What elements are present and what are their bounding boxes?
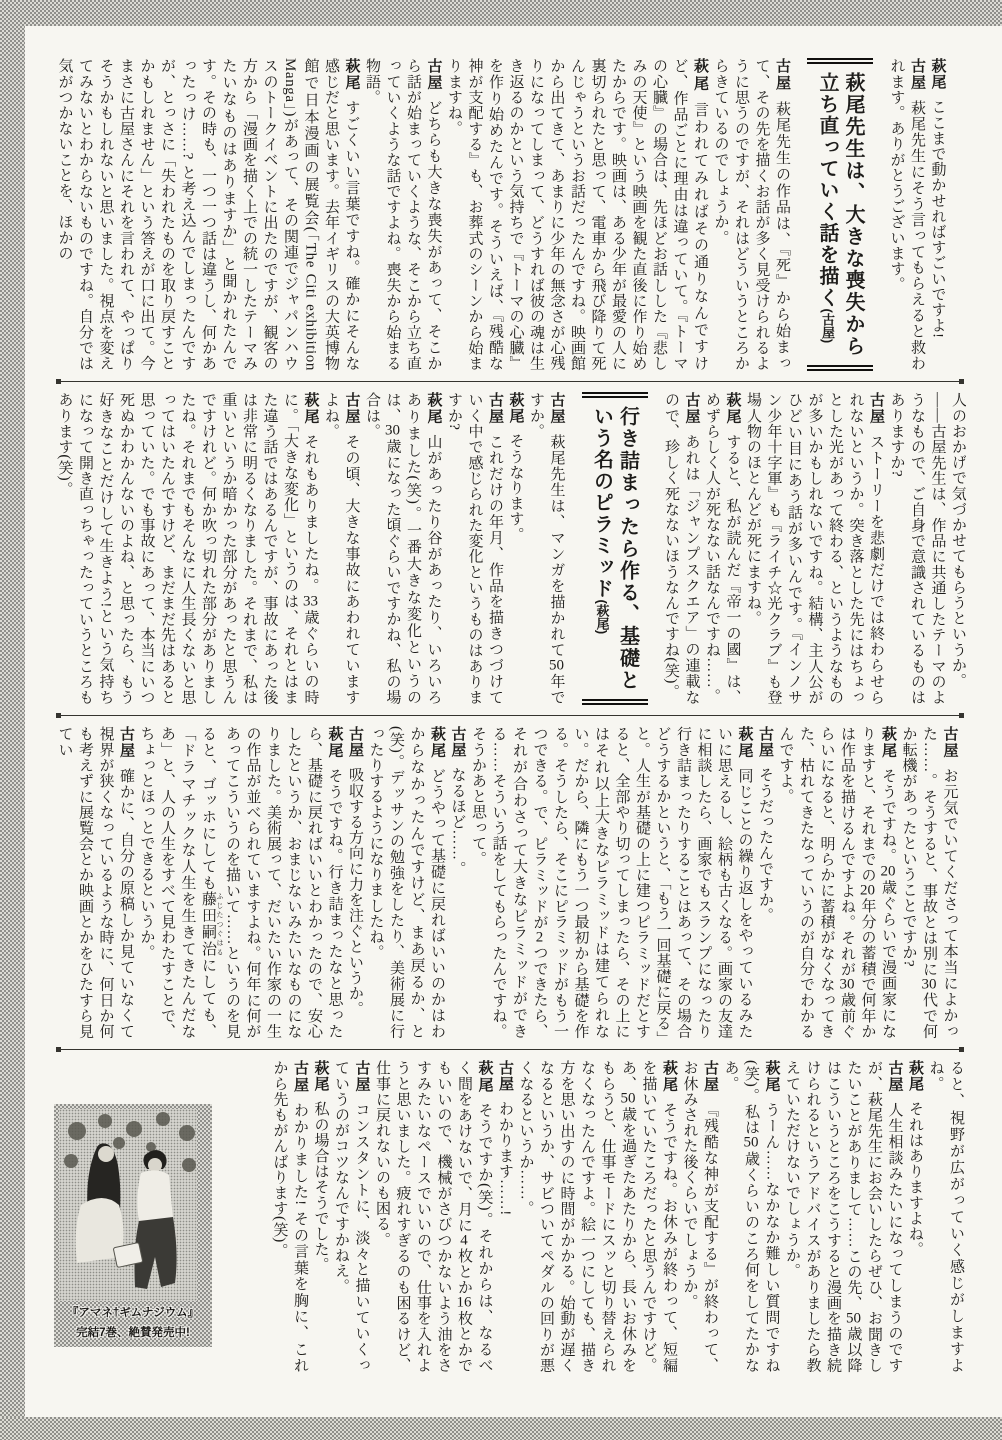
speaker-label: 萩尾 xyxy=(429,726,446,759)
dialogue-paragraph: 古屋吸収する方向に力を注ぐというか。 xyxy=(347,726,364,1017)
speaker-label: 古屋 xyxy=(757,726,774,758)
speaker-label: 古屋 xyxy=(449,726,467,758)
dialogue-paragraph: 古屋人生相談みたいになってしまうのですが、萩尾先生にお会いしたらぜひ、お聞きしたいことがありまして……この先、50歳以降はこういうところをこうすると漫画を描き続けられるというアドバイスがありましたら教えていただけないでしょうか。 xyxy=(784,1060,904,1373)
tatechuyoko-number: 30 xyxy=(921,976,937,992)
book-cover-image xyxy=(59,1109,197,1301)
interview-heading-title: 行き詰まったら作る、基礎という名のピラミッド xyxy=(590,406,639,691)
speaker-label: 古屋 xyxy=(118,726,135,759)
speaker-label: 古屋 xyxy=(941,726,959,759)
speaker-label: 古屋 xyxy=(909,58,926,91)
tatechuyoko-number: 4 xyxy=(460,1232,468,1248)
ruby-annotated-name: 藤田嗣治 ふじたつぐはる xyxy=(200,891,224,958)
speaker-label: 古屋 xyxy=(774,58,791,92)
dialogue-paragraph: 萩尾そうなります。 xyxy=(507,392,525,543)
speaker-label: 古屋 xyxy=(886,1060,904,1093)
book-ad-caption-title: 『アマネ†ギムナジウム』 xyxy=(66,1307,200,1319)
speaker-label: 古屋 xyxy=(347,726,364,758)
speaker-label: 萩尾 xyxy=(476,1060,494,1094)
dialogue-paragraph: 萩尾そうですね。行き詰まったなと思ったら、基礎に戻ればいいとわかったので、安心したというか、おまじないみたいなものになりました。美術展って、だいたい作家の一生の作品が並べられていますよね。何年に何があってこういうのを描いて……というのを見ると、ゴッホにしても藤田嗣治 ふじたつぐはるにしても、「ドラマチックな人生を生きてきたんだなあ」と、人の人生をすべて見わたすことで、ちょっとほっとできるというか。 xyxy=(138,726,344,1039)
speaker-label: 古屋 xyxy=(353,1060,371,1093)
interview-heading-credit: (萩尾) xyxy=(594,599,610,635)
interview-heading-credit: (古屋) xyxy=(820,308,835,344)
dialogue-paragraph: 古屋わかります……! xyxy=(497,1060,514,1216)
speaker-label: 萩尾 xyxy=(302,392,320,425)
speaker-label: 萩尾 xyxy=(425,392,443,425)
dialogue-paragraph: 古屋萩尾先生にそう言ってもらえると救われます。ありがとうございます。 xyxy=(888,58,926,371)
vertical-text-block xyxy=(54,392,966,705)
speaker-label: 萩尾 xyxy=(929,58,947,90)
tatechuyoko-number: 16 xyxy=(456,1295,472,1311)
book-ad xyxy=(54,1104,212,1347)
speaker-label: 萩尾 xyxy=(326,726,344,759)
section-divider xyxy=(57,1049,963,1050)
speaker-label: 古屋 xyxy=(497,1060,514,1092)
speaker-label: 古屋 xyxy=(292,1060,309,1094)
dialogue-paragraph: 古屋『残酷な神が支配する』が終わって、お休みされた後くらいでしょうか。 xyxy=(681,1060,719,1373)
interview-heading-title: 萩尾先生は、大きな喪失から立ち直っていく話を描く xyxy=(816,72,864,357)
speaker-label: 萩尾 xyxy=(507,392,525,424)
dialogue-paragraph: 萩尾言われてみればその通りなんですけど、作品ごとに理由は違っていて。『トーマの心臓』の場合は、先ほどお話しした『悲しみの天使』という映画を観た直後に作り始めたからです。映画は、ある少年が最愛の人に裏切られたと思って、電車から飛び降りて死んじゃうというお話だったんですね。映画館から出てきて、あまりに少年の無念さが心残りになってしまって、どうすれば彼の魂は生き返るのかという気持ちで『トーマの心臓』を作り始めたんです。そういえば、『残酷な神が支配する』も、お葬式のシーンから始まりますね。 xyxy=(446,58,709,371)
dialogue-paragraph: 萩尾すると、私が読んだ『帝一の國』は、めずらしく人が死なない話なんですね……。 xyxy=(704,392,742,705)
speaker-label: 萩尾 xyxy=(343,58,361,91)
interview-section-2 xyxy=(54,392,966,705)
speaker-label: 古屋 xyxy=(683,392,701,425)
dialogue-paragraph: 萩尾そうですか(笑)。それからは、なるべく間をあけないで、月に4枚とか16枚とかでもいいので、機械がさびつかないよう油をさすみたいなペースでいいので、仕事を入れようと思いました。疲れすぎるのも困るけど、仕事に戻れないのも困る。 xyxy=(374,1060,494,1373)
dialogue-paragraph: 萩尾山があったり谷があったり、いろいろありました(笑)。一番大きな変化というのは、30歳になった頃ぐらいですかね、私の場合は。 xyxy=(364,392,443,705)
vertical-text-block xyxy=(54,726,960,1039)
speaker-label: 古屋 xyxy=(425,58,443,91)
dialogue-paragraph: 古屋ストーリーを悲劇だけでは終わらせられないというか。突き落とした先にはちょっとした光があって終わる、というようなものが多いかもしれないですね。結構、主人公がひどい目にあう話が多いんです。『インノサン少年十字軍』も『ライチ☆光クラブ』も登場人物のほとんどが死にますね。 xyxy=(745,392,885,705)
vertical-text-block xyxy=(228,1060,966,1373)
dialogue-paragraph: 古屋そうだったんですか。 xyxy=(757,726,774,923)
tatechuyoko-number: 30 xyxy=(839,976,855,992)
speaker-label: 萩尾 xyxy=(880,726,897,759)
dialogue-paragraph: 古屋確かに、自分の原稿しか見ていなくて視界が狭くなっているような時に、何日か何も考えずに展覧会とか映画とかをひたすら見てい xyxy=(56,726,135,1039)
speaker-label: 萩尾 xyxy=(692,58,709,93)
dialogue-paragraph: 萩尾私の場合はそうでした。 xyxy=(312,1060,330,1273)
speaker-label: 萩尾 xyxy=(736,726,754,759)
speaker-label: 古屋 xyxy=(548,392,566,425)
tatechuyoko-number: 50 xyxy=(620,1091,636,1107)
dialogue-paragraph: 古屋萩尾先生の作品は、『死』から始まって、その先を描くお話が多く見受けられるように思うのですが、それはどういうところからきているのでしょうか。 xyxy=(712,58,791,371)
tatechuyoko-number: 50 xyxy=(743,1135,759,1151)
tatechuyoko-number: 50 xyxy=(846,1310,861,1326)
dialogue-paragraph: 古屋その頃、大きな事故にあわれていますよね。 xyxy=(323,392,361,705)
dialogue-paragraph: 萩尾それはありますよね。 xyxy=(907,1060,924,1257)
vertical-text-block xyxy=(54,58,948,371)
dialogue-paragraph: 古屋どちらも大きな喪失があって、そこから話が始まっていくような、そこから立ち直っていくような話ですよね。喪失から始まる物語。 xyxy=(364,58,443,371)
dialogue-paragraph: 古屋これだけの年月、作品を描きつづけていく中で感じられた変化というものはありますか? xyxy=(446,392,504,705)
interview-heading xyxy=(582,392,648,705)
dialogue-paragraph: 古屋コンスタントに、淡々と描いていくっていうのがコツなんですかねえ。 xyxy=(333,1060,371,1373)
dialogue-paragraph: 古屋萩尾先生は、マンガを描かれて50年ですか。 xyxy=(528,392,566,705)
book-ad-caption-status: 完結7巻、絶賛発売中! xyxy=(76,1327,190,1339)
scan-edge-left xyxy=(0,0,25,1440)
dialogue-paragraph: 萩尾そうですね。お休みが終わって、短編を描いていたころだったと思うんですけど。あ、50歳を過ぎたあたりから、長いお休みをもらうと、仕事モードにスッと切り替えられなくなったんですよ。絵一つにしても、描き方を思い出すのに時間がかかる。始動が遅くなるというか、サビついてペダルの回りが悪くなるというか……。 xyxy=(517,1060,678,1373)
tatechuyoko-number: 33 xyxy=(303,593,318,609)
tatechuyoko-number: 2 xyxy=(535,929,544,945)
tatechuyoko-number: 50 xyxy=(549,657,564,673)
interview-section-4 xyxy=(54,1060,966,1373)
section-divider xyxy=(57,381,963,382)
dialogue-paragraph: 古屋あれは「ジャンプスクエア」の連載なので、珍しく死なないほうなんですね(笑)。 xyxy=(663,392,701,705)
speaker-label: 萩尾 xyxy=(907,1060,924,1092)
dialogue-paragraph: 萩尾そうですね。20歳ぐらいで漫画家になりますと、それまでの20年分の蓄積で何年かは作品を描けるんですよね。それが30歳前ぐらいになると、明らかに蓄積がなくなってきた、枯れてきたなっていうのが自分でわかるんですよ。 xyxy=(777,726,897,1039)
tatechuyoko-number: 30 xyxy=(385,423,400,439)
scan-edge-bottom xyxy=(0,1417,1002,1440)
dialogue-paragraph: 萩尾うーん……なかなか難しい質問ですね(笑)。私は50歳くらいのころ何をしてたかなあ。 xyxy=(722,1060,781,1373)
dialogue-paragraph: ――古屋先生は、作品に共通したテーマのようなもので、ご自身で意識されているものはありますか? xyxy=(888,392,946,705)
section-divider xyxy=(57,715,963,716)
speaker-label: 古屋 xyxy=(868,392,885,425)
speaker-label: 萩尾 xyxy=(661,1060,678,1093)
dialogue-paragraph: ると、視野が広がっていく感じがしますよね。 xyxy=(927,1060,964,1373)
speaker-label: 萩尾 xyxy=(763,1060,781,1093)
speaker-label: 古屋 xyxy=(487,392,504,425)
speaker-label: 古屋 xyxy=(702,1060,719,1093)
speaker-label: 萩尾 xyxy=(724,392,742,425)
interview-section-1 xyxy=(54,58,966,371)
interview-heading xyxy=(807,58,873,371)
dialogue-paragraph: 古屋なるほど……。 xyxy=(449,726,467,877)
scan-edge-top xyxy=(0,0,1002,26)
interview-content xyxy=(54,58,966,1373)
dialogue-paragraph: 萩尾同じことの繰り返しをやっているみたいに思えるし、絵柄も古くなる。画家の友達に相談したら、画家でもスランプになったり行き詰まったりすることはあって、その場合どうするかというと、「もう一回基礎に戻る」と。人生が基礎の上に建つピラミッドだとすると、全部やり切ってしまったら、その上にはそれ以上大きなピラミッドは建てられない。だから、隣にもう一つ最初から基礎を作る。そうしたら、そこにピラミッドがもう一つできる。で、ピラミッドが2つできたら、それが合わさって大きなピラミッドができる……そういう話をしてもらったんですね。そうかあと思って。 xyxy=(470,726,754,1039)
dialogue-paragraph: 萩尾ここまで動かせればすごいですよ! xyxy=(929,58,947,339)
dialogue-paragraph: 人のおかげで気づかせてもらうというか。 xyxy=(950,392,966,689)
dialogue-paragraph: 萩尾すごくいい言葉ですね。確かにそんな感じだと思います。去年イギリスの大英博物館で日本漫画の展覧会(「The Citi exhibition Manga」)があって、その関連でジャパンハウスのトークイベントに出たのですが、観客の方から「漫画を描く上での統一したテーマみたいなものはありますか」と聞かれたんです。その時も、一つ一つ話は違うし、何かあったっけ……? と考え込んでしまったんですが、とっさに「失われたものを取り戻すことかもしれません」という答えが口に出て。今まさに古屋さんにそれを言われて、やっぱりそうかもしれないと思いました。視点を変えてみないとわからないものですね。自分では気がつかないことを、ほかの xyxy=(56,58,361,371)
dialogue-paragraph: 萩尾どうやって基礎に戻ればいいのかはわからなかったんですけど、まあ戻るか、と(笑)。デッサンの勉強をしたり、美術展に行ったりするようになりましたね。 xyxy=(367,726,446,1039)
interview-section-3 xyxy=(54,726,966,1039)
dialogue-paragraph: 萩尾それもありましたね。33歳ぐらいの時に。「大きな変化」というのは、それとはまた違う話ではあるんですが、事故にあった後は非常に明るくなりました。それまで、私は重いというか暗かった部分があったと思うんですけれど。何か吹っ切れた部分がありましたね。それまでもそんなに人生長くないと思ってはいたんですけど、まだまだ先はあると思っていた。でも事故にあって、本当にいつ死ぬかわかんないのよね、と思ったら、もう好きなことだけして生きよう!という気持ちになって開き直っちゃったっていうところもあります(笑)。 xyxy=(56,392,320,705)
speaker-label: 古屋 xyxy=(343,392,361,425)
dialogue-paragraph: 古屋お元気でいてくださって本当によかった……。そうすると、事故とは別に30代で何か転機があったということですか? xyxy=(900,726,959,1039)
speaker-label: 萩尾 xyxy=(312,1060,330,1092)
tatechuyoko-number: 20 xyxy=(880,863,896,879)
tatechuyoko-number: 20 xyxy=(860,882,875,898)
dialogue-paragraph: 古屋わかりました! その言葉を胸に、これから先もがんばります(笑)。 xyxy=(271,1060,309,1373)
